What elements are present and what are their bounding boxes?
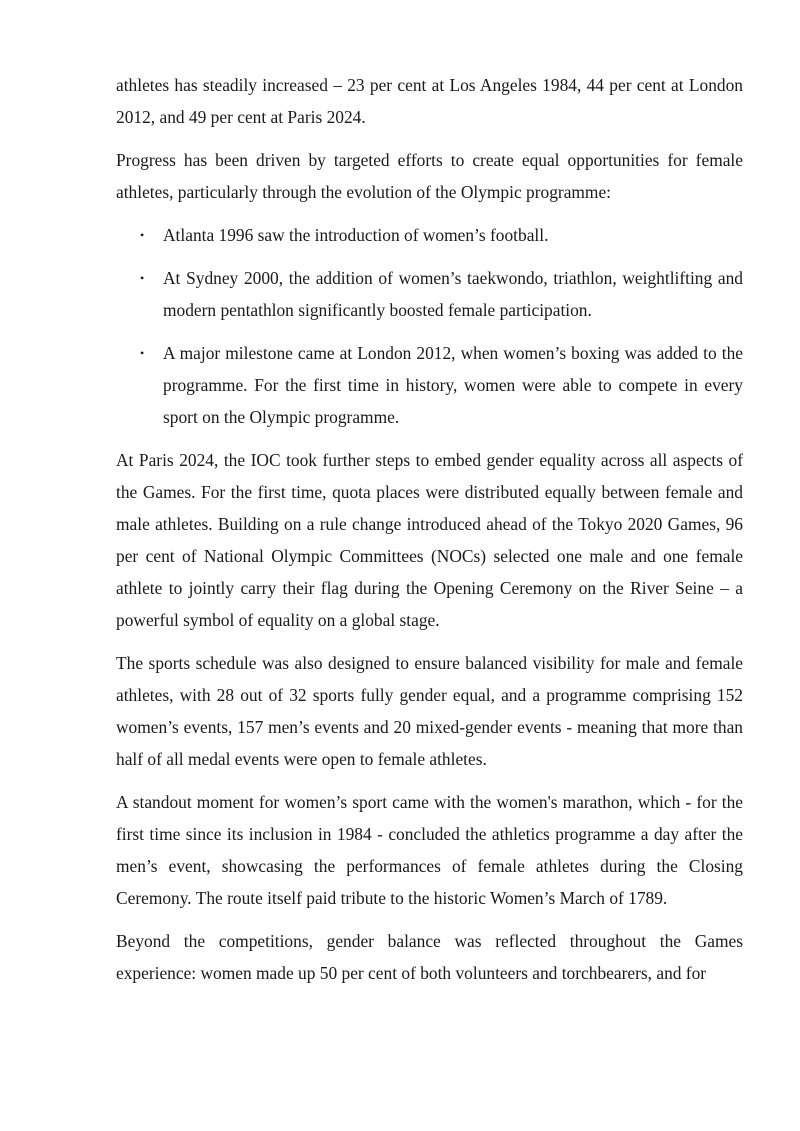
list-item <box>116 219 743 251</box>
document-page <box>116 69 743 1000</box>
paragraph-paris-equality: At Paris 2024, the IOC took further steps to embed gender equality across all aspects of the Games. For the first time, quota places were distributed equally between female and male athletes. Building on a rule change introduced ahead of the Tokyo 2020 Games, 96 per cent of National Olympic Committees (NOCs) selected one male and one female athlete to jointly carry their flag during the Opening Ceremony on the River Seine – a powerful symbol of equality on a global stage. <box>116 450 743 630</box>
paragraph-progress-intro: Progress has been driven by targeted efforts to create equal opportunities for female athletes, particularly through the evolution of the Olympic programme: <box>116 150 743 202</box>
paragraph-womens-marathon: A standout moment for women’s sport came with the women's marathon, which - for the first time since its inclusion in 1984 - concluded the athletics programme a day after the men’s event, showcasing the performances of female athletes during the Closing Ceremony. The route itself paid tribute to the historic Women’s March of 1789. <box>116 792 743 908</box>
paragraph-beyond-competitions: Beyond the competitions, gender balance was reflected throughout the Games experience: women made up 50 per cent of both volunteers and torchbearers, and for <box>116 931 743 983</box>
list-item <box>116 337 743 433</box>
bullet-list-milestones <box>116 219 743 433</box>
paragraph-sports-schedule: The sports schedule was also designed to ensure balanced visibility for male and female athletes, with 28 out of 32 sports fully gender equal, and a programme comprising 152 women’s events, 157 men’s events and 20 mixed-gender events - meaning that more than half of all medal events were open to female athletes. <box>116 653 743 769</box>
bullet-icon: • <box>140 271 145 285</box>
bullet-text: At Sydney 2000, the addition of women’s taekwondo, triathlon, weightlifting and modern pentathlon significantly boosted female participation. <box>163 268 743 320</box>
bullet-icon: • <box>140 346 145 360</box>
bullet-icon: • <box>140 228 145 242</box>
paragraph-athlete-share: athletes has steadily increased – 23 per cent at Los Angeles 1984, 44 per cent at London 2012, and 49 per cent at Paris 2024. <box>116 75 743 127</box>
bullet-text: A major milestone came at London 2012, when women’s boxing was added to the programme. For the first time in history, women were able to compete in every sport on the Olympic programme. <box>163 343 743 427</box>
list-item <box>116 262 743 326</box>
bullet-text: Atlanta 1996 saw the introduction of women’s football. <box>163 225 549 245</box>
